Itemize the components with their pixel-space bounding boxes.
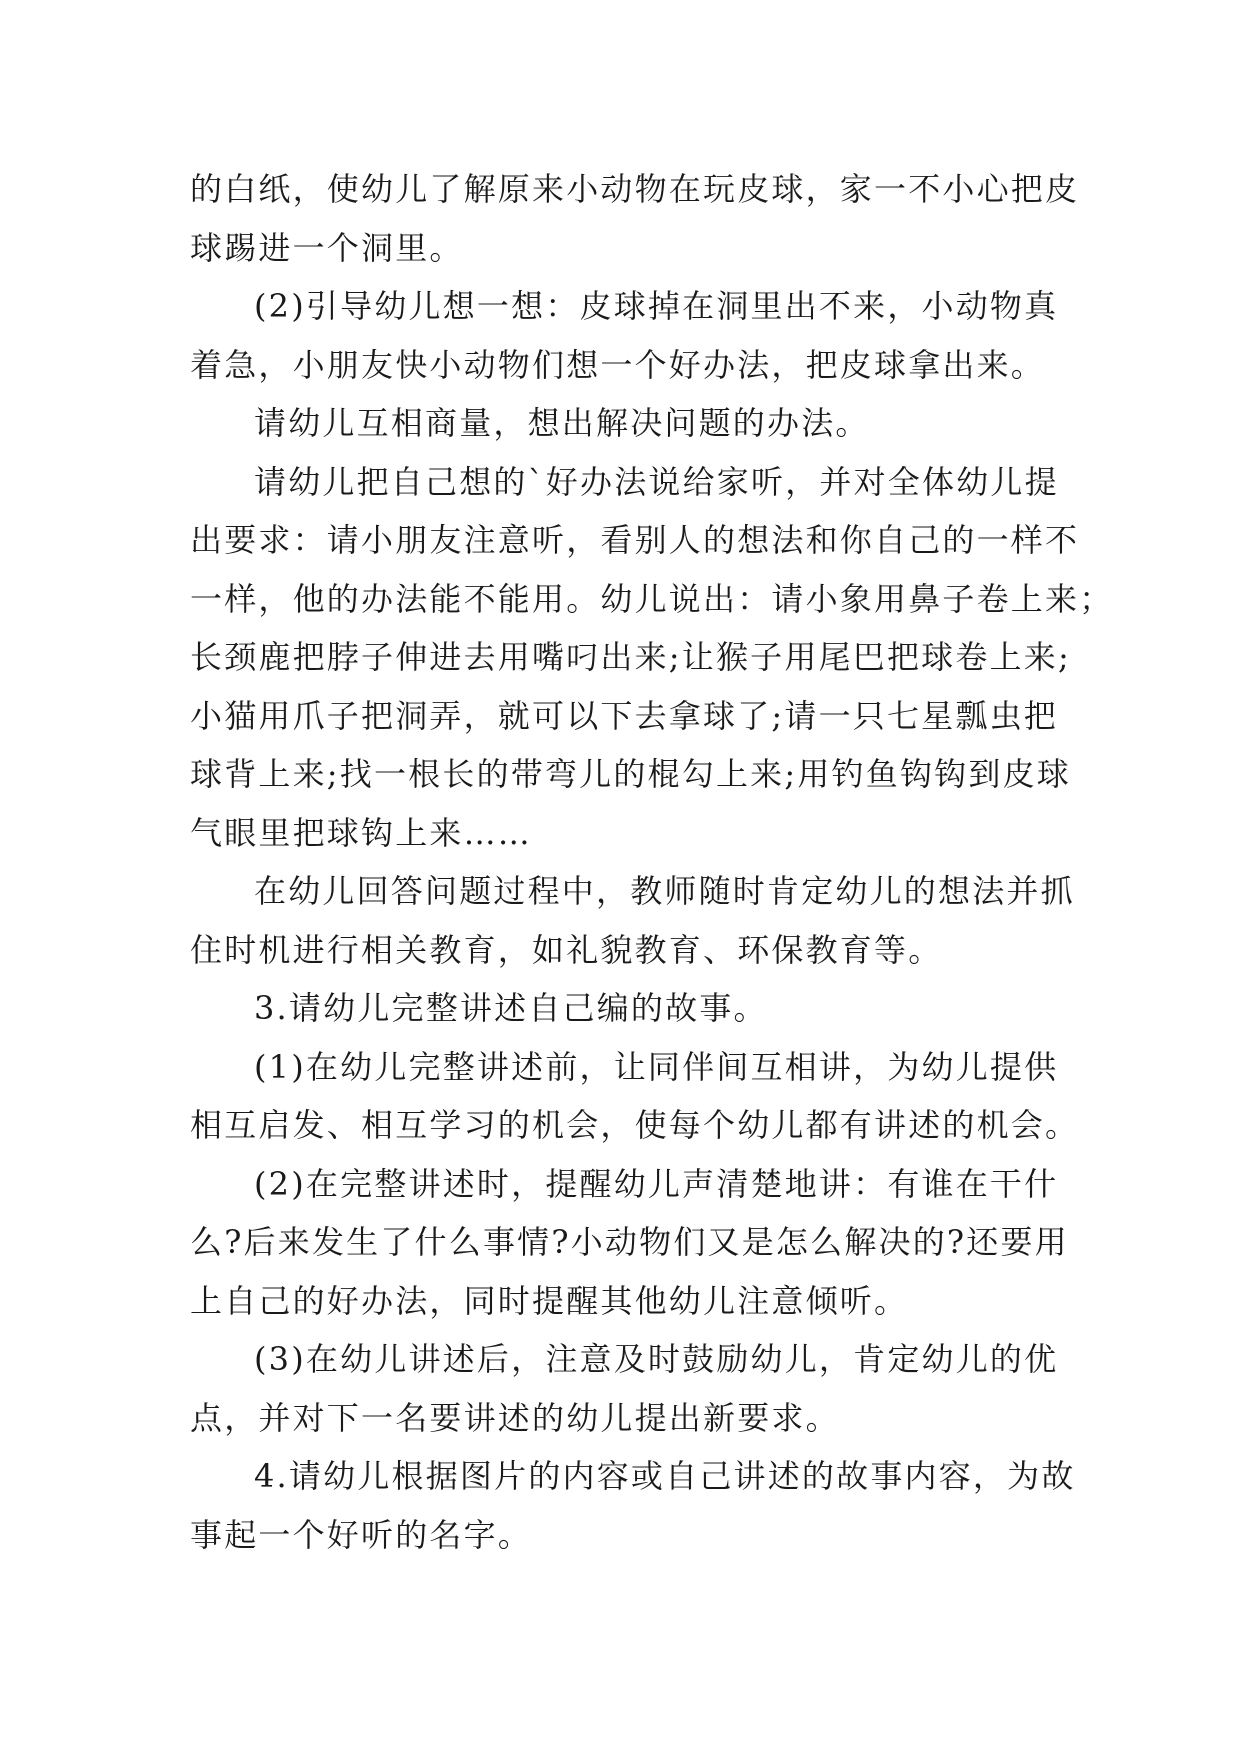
text-line: 3.请幼儿完整讲述自己编的故事。	[254, 989, 768, 1027]
text-line: 出要求：请小朋友注意听，看别人的想法和你自己的一样不	[190, 521, 1080, 559]
text-line: 点，并对下一名要讲述的幼儿提出新要求。	[190, 1398, 840, 1437]
text-line: 气眼里把球钩上来……	[190, 813, 533, 852]
text-line: 一样，他的办法能不能用。幼儿说出：请小象用鼻子卷上来；	[190, 579, 1114, 618]
text-line: (2)在完整讲述时，提醒幼儿声清楚地讲：有谁在干什	[254, 1164, 1059, 1203]
text-line: 着急，小朋友快小动物们想一个好办法，把皮球拿出来。	[190, 345, 1046, 384]
text-line: 小猫用爪子把洞弄，就可以下去拿球了;请一只七星瓢虫把	[190, 696, 1058, 735]
text-line: 么?后来发生了什么事情?小动物们又是怎么解决的?还要用	[190, 1223, 1069, 1261]
text-line: 在幼儿回答问题过程中，教师随时肯定幼儿的想法并抓	[254, 872, 1075, 910]
text-line: 请幼儿把自己想的`好办法说给家听，并对全体幼儿提	[254, 462, 1059, 501]
text-line: 上自己的好办法，同时提醒其他幼儿注意倾听。	[190, 1281, 909, 1320]
document-body	[190, 160, 1114, 1564]
text-line: 4.请幼儿根据图片的内容或自己讲述的故事内容，为故	[254, 1457, 1076, 1495]
text-line: (2)引导幼儿想一想：皮球掉在洞里出不来，小动物真	[254, 287, 1059, 325]
text-line: 球背上来;找一根长的带弯儿的棍勾上来;用钓鱼钩钩到皮球	[190, 755, 1071, 793]
text-line: (3)在幼儿讲述后，注意及时鼓励幼儿，肯定幼儿的优	[254, 1340, 1059, 1378]
text-line: 事起一个好听的名字。	[190, 1515, 533, 1554]
text-line: 的白纸，使幼儿了解原来小动物在玩皮球，家一不小心把皮	[190, 170, 1080, 208]
text-line: 球踢进一个洞里。	[190, 228, 464, 267]
text-line: 相互启发、相互学习的机会，使每个幼儿都有讲述的机会。	[190, 1106, 1080, 1144]
text-line: 请幼儿互相商量，想出解决问题的办法。	[254, 404, 870, 442]
text-line: 住时机进行相关教育，如礼貌教育、环保教育等。	[190, 930, 943, 969]
text-line: (1)在幼儿完整讲述前，让同伴间互相讲，为幼儿提供	[254, 1047, 1059, 1086]
text-line: 长颈鹿把脖子伸进去用嘴叼出来;让猴子用尾巴把球卷上来;	[190, 638, 1071, 676]
